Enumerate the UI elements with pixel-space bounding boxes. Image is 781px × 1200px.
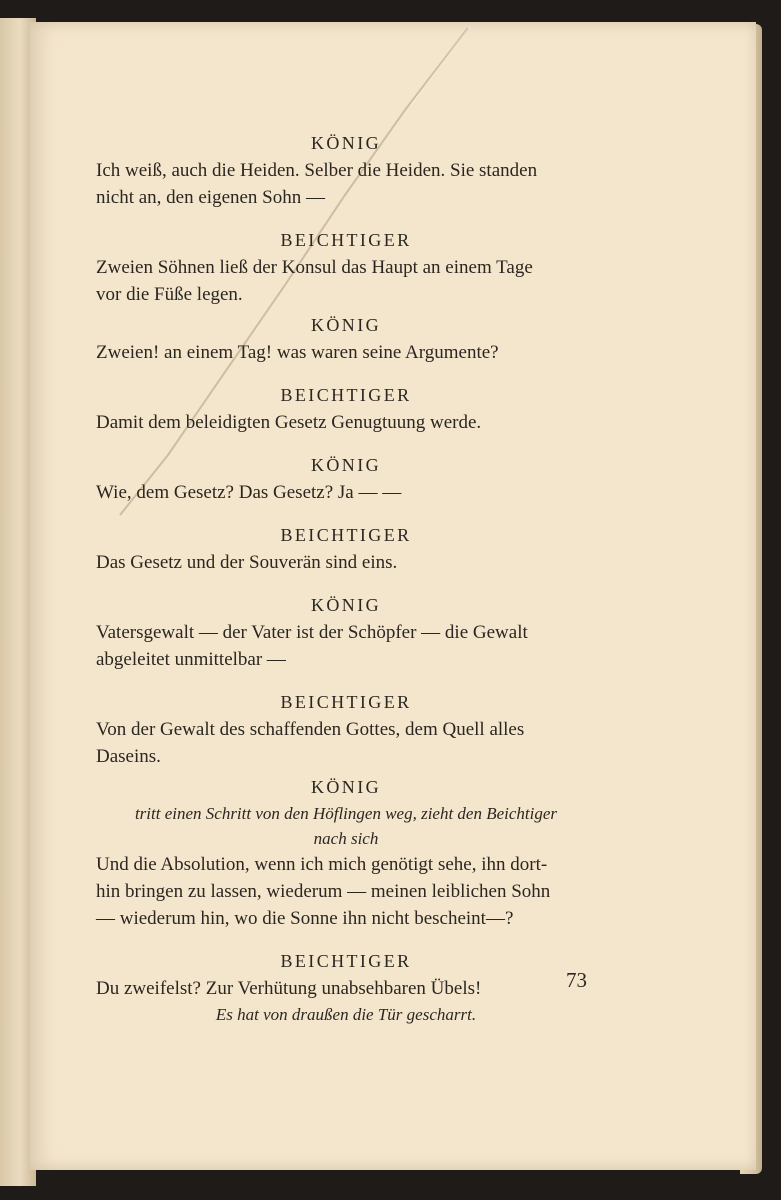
speaker-name: KÖNIG [311, 777, 381, 797]
dialogue-line: Vatersgewalt — der Vater ist der Schöpfer — die Gewalt [96, 622, 528, 643]
dialogue-line: vor die Füße legen. [96, 284, 243, 305]
dialogue-line: Und die Absolution, wenn ich mich genötigt sehe, ihn dort- [96, 854, 548, 875]
dialogue-line: — wiederum hin, wo die Sonne ihn nicht bescheint—? [96, 908, 514, 929]
speaker-name: BEICHTIGER [280, 230, 412, 250]
dialogue-line: nicht an, den eigenen Sohn — [96, 187, 326, 208]
speaker-name: KÖNIG [311, 595, 381, 615]
dialogue-line: Zweien Söhnen ließ der Konsul das Haupt an einem Tage [96, 257, 533, 278]
speaker-name: BEICHTIGER [280, 385, 412, 405]
page-number: 73 [566, 968, 587, 992]
dialogue-line: Ich weiß, auch die Heiden. Selber die Heiden. Sie standen [96, 160, 538, 181]
speaker-name: KÖNIG [311, 455, 381, 475]
dialogue-line: Das Gesetz und der Souverän sind eins. [96, 552, 398, 573]
dialogue-line: Daseins. [96, 746, 161, 767]
dialogue-line: Wie, dem Gesetz? Das Gesetz? Ja — — [96, 482, 402, 503]
stage-direction: nach sich [313, 829, 379, 848]
speaker-name: KÖNIG [311, 133, 381, 153]
dialogue-text [96, 130, 596, 1027]
dialogue-line: hin bringen zu lassen, wiederum — meinen leiblichen Sohn [96, 881, 551, 902]
speaker-name: BEICHTIGER [280, 951, 412, 971]
speaker-name: BEICHTIGER [280, 692, 412, 712]
stage-direction: tritt einen Schritt von den Höflingen weg, zieht den Beichtiger [134, 804, 558, 823]
stage-direction: Es hat von draußen die Tür gescharrt. [215, 1005, 477, 1024]
dialogue-line: abgeleitet unmittelbar — [96, 649, 286, 670]
dialogue-line: Damit dem beleidigten Gesetz Genugtuung werde. [96, 412, 482, 433]
dialogue-line: Von der Gewalt des schaffenden Gottes, dem Quell alles [96, 719, 525, 740]
speaker-name: KÖNIG [311, 315, 381, 335]
dialogue-line: Zweien! an einem Tag! was waren seine Argumente? [96, 342, 499, 363]
dialogue-line: Du zweifelst? Zur Verhütung unabsehbaren Übels! [96, 978, 482, 999]
speaker-name: BEICHTIGER [280, 525, 412, 545]
